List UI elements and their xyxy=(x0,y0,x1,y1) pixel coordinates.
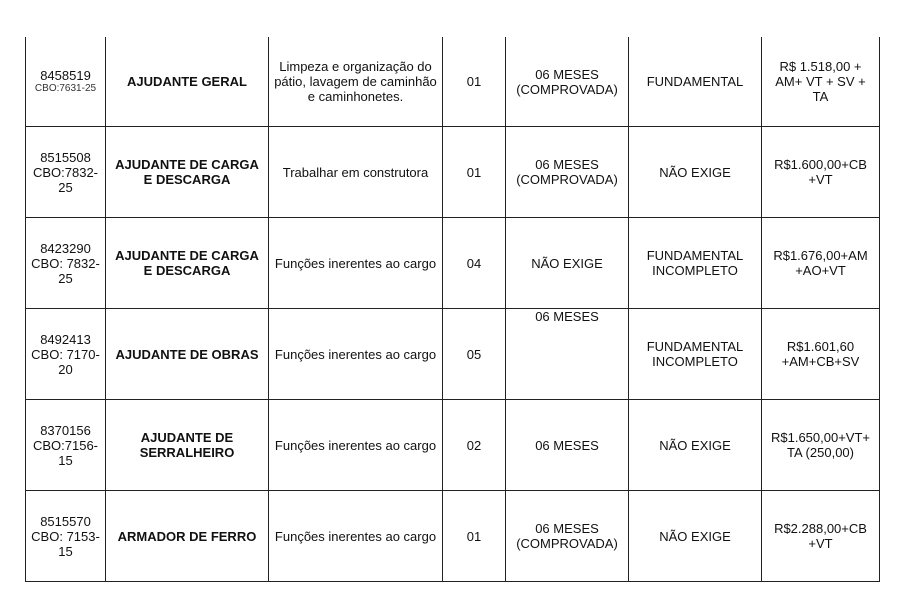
vacancy-code-cell xyxy=(26,491,106,582)
table-row xyxy=(26,37,880,127)
vacancy-code-cell xyxy=(26,309,106,400)
vacancy-count: 04 xyxy=(443,218,506,309)
vacancy-code: 8492413 xyxy=(40,331,91,347)
job-description: Limpeza e organização do pátio, lavagem de caminhão e caminhonetes. xyxy=(269,37,443,127)
vacancy-code: 8458519 xyxy=(40,68,91,84)
cbo-code: CBO:7832-25 xyxy=(32,164,99,195)
salary-benefits: R$1.676,00+AM +AO+VT xyxy=(762,218,880,309)
cbo-code: CBO: 7832-25 xyxy=(31,255,100,286)
cbo-code: CBO:7631-25 xyxy=(34,83,97,95)
table-row xyxy=(26,309,880,400)
experience-requirement: NÃO EXIGE xyxy=(506,218,629,309)
job-description: Funções inerentes ao cargo xyxy=(269,309,443,400)
job-title: ARMADOR DE FERRO xyxy=(106,491,269,582)
salary-benefits: R$1.600,00+CB +VT xyxy=(762,127,880,218)
experience-requirement: 06 MESES xyxy=(506,400,629,491)
job-description: Trabalhar em construtora xyxy=(269,127,443,218)
vacancy-count: 01 xyxy=(443,491,506,582)
job-title: AJUDANTE DE CARGA E DESCARGA xyxy=(106,218,269,309)
cbo-code: CBO: 7170-20 xyxy=(31,346,100,377)
experience-requirement: 06 MESES xyxy=(506,309,629,400)
table-row xyxy=(26,218,880,309)
experience-requirement: 06 MESES (COMPROVADA) xyxy=(506,491,629,582)
education-requirement: FUNDAMENTAL INCOMPLETO xyxy=(629,309,762,400)
vacancy-code-cell xyxy=(26,127,106,218)
job-title: AJUDANTE DE OBRAS xyxy=(106,309,269,400)
vacancy-code: 8515508 xyxy=(40,149,91,165)
education-requirement: FUNDAMENTAL xyxy=(629,37,762,127)
salary-benefits: R$2.288,00+CB +VT xyxy=(762,491,880,582)
vacancy-code-cell xyxy=(26,37,106,127)
salary-benefits: R$ 1.518,00 + AM+ VT + SV + TA xyxy=(762,37,880,127)
education-requirement: NÃO EXIGE xyxy=(629,400,762,491)
education-requirement: FUNDAMENTAL INCOMPLETO xyxy=(629,218,762,309)
job-description: Funções inerentes ao cargo xyxy=(269,218,443,309)
job-description: Funções inerentes ao cargo xyxy=(269,400,443,491)
vacancy-count: 01 xyxy=(443,127,506,218)
vacancy-code-cell xyxy=(26,400,106,491)
cbo-code: CBO: 7153-15 xyxy=(31,528,100,559)
education-requirement: NÃO EXIGE xyxy=(629,491,762,582)
vacancy-count: 01 xyxy=(443,37,506,127)
vacancy-count: 05 xyxy=(443,309,506,400)
table-row xyxy=(26,400,880,491)
salary-benefits: R$1.601,60 +AM+CB+SV xyxy=(762,309,880,400)
job-title: AJUDANTE GERAL xyxy=(106,37,269,127)
vacancy-count: 02 xyxy=(443,400,506,491)
experience-requirement: 06 MESES (COMPROVADA) xyxy=(506,37,629,127)
vacancy-code-cell xyxy=(26,218,106,309)
experience-requirement: 06 MESES (COMPROVADA) xyxy=(506,127,629,218)
vacancy-code: 8370156 xyxy=(40,422,91,438)
job-description: Funções inerentes ao cargo xyxy=(269,491,443,582)
vacancy-code: 8423290 xyxy=(40,240,91,256)
salary-benefits: R$1.650,00+VT+ TA (250,00) xyxy=(762,400,880,491)
table-row xyxy=(26,491,880,582)
job-title: AJUDANTE DE SERRALHEIRO xyxy=(106,400,269,491)
education-requirement: NÃO EXIGE xyxy=(629,127,762,218)
vacancy-code: 8515570 xyxy=(40,513,91,529)
cbo-code: CBO:7156-15 xyxy=(32,437,99,468)
job-title: AJUDANTE DE CARGA E DESCARGA xyxy=(106,127,269,218)
job-vacancies-table xyxy=(25,37,880,582)
table-row xyxy=(26,127,880,218)
